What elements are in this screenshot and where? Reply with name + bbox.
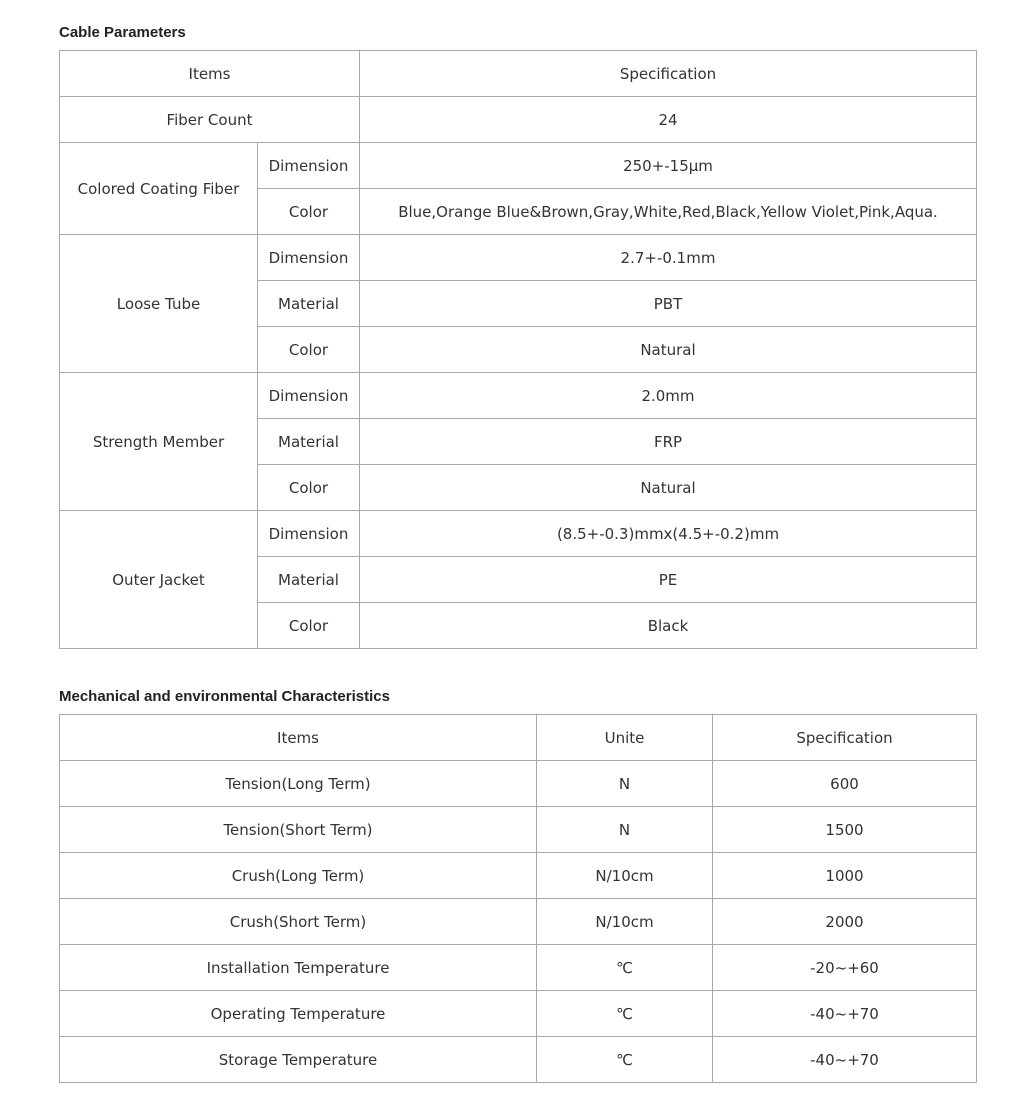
param-label: Color (258, 465, 360, 511)
group-name: Outer Jacket (60, 511, 258, 649)
spec-cell: -40~+70 (713, 1037, 977, 1083)
fiber-count-value: 24 (360, 97, 977, 143)
item-cell: Operating Temperature (60, 991, 537, 1037)
table-row (60, 235, 977, 281)
item-cell: Crush(Short Term) (60, 899, 537, 945)
cable-parameters-table (59, 50, 977, 649)
fiber-count-label: Fiber Count (60, 97, 360, 143)
table-row (60, 143, 977, 189)
param-value: (8.5+-0.3)mmx(4.5+-0.2)mm (360, 511, 977, 557)
spec-cell: -40~+70 (713, 991, 977, 1037)
table-row (60, 991, 977, 1037)
table-header-row (60, 715, 977, 761)
unit-cell: ℃ (537, 991, 713, 1037)
spec-cell: 1500 (713, 807, 977, 853)
header-items: Items (60, 51, 360, 97)
param-value: 250+-15μm (360, 143, 977, 189)
mechanical-table (59, 714, 977, 1083)
header-unite: Unite (537, 715, 713, 761)
spec-cell: 1000 (713, 853, 977, 899)
param-label: Material (258, 281, 360, 327)
param-value: FRP (360, 419, 977, 465)
param-label: Dimension (258, 511, 360, 557)
unit-cell: N/10cm (537, 853, 713, 899)
table-row (60, 511, 977, 557)
param-value: 2.7+-0.1mm (360, 235, 977, 281)
item-cell: Tension(Long Term) (60, 761, 537, 807)
unit-cell: ℃ (537, 1037, 713, 1083)
param-label: Dimension (258, 373, 360, 419)
param-value: Black (360, 603, 977, 649)
param-label: Material (258, 557, 360, 603)
group-name: Loose Tube (60, 235, 258, 373)
param-value: PBT (360, 281, 977, 327)
param-label: Color (258, 189, 360, 235)
param-value: PE (360, 557, 977, 603)
table-row (60, 1037, 977, 1083)
header-items: Items (60, 715, 537, 761)
param-label: Color (258, 603, 360, 649)
mechanical-title: Mechanical and environmental Characteristics (59, 688, 390, 705)
param-value: Natural (360, 327, 977, 373)
item-cell: Crush(Long Term) (60, 853, 537, 899)
group-name: Strength Member (60, 373, 258, 511)
param-label: Material (258, 419, 360, 465)
item-cell: Installation Temperature (60, 945, 537, 991)
group-name: Colored Coating Fiber (60, 143, 258, 235)
table-row (60, 945, 977, 991)
table-row (60, 899, 977, 945)
param-label: Color (258, 327, 360, 373)
item-cell: Storage Temperature (60, 1037, 537, 1083)
spec-cell: -20~+60 (713, 945, 977, 991)
item-cell: Tension(Short Term) (60, 807, 537, 853)
param-value: 2.0mm (360, 373, 977, 419)
table-row (60, 761, 977, 807)
param-label: Dimension (258, 143, 360, 189)
spec-cell: 2000 (713, 899, 977, 945)
table-row (60, 853, 977, 899)
unit-cell: N/10cm (537, 899, 713, 945)
unit-cell: N (537, 807, 713, 853)
header-specification: Specification (360, 51, 977, 97)
unit-cell: ℃ (537, 945, 713, 991)
table-row (60, 373, 977, 419)
param-value: Natural (360, 465, 977, 511)
header-specification: Specification (713, 715, 977, 761)
param-label: Dimension (258, 235, 360, 281)
spec-cell: 600 (713, 761, 977, 807)
table-row (60, 97, 977, 143)
unit-cell: N (537, 761, 713, 807)
param-value: Blue,Orange Blue&Brown,Gray,White,Red,Black,Yellow Violet,Pink,Aqua. (360, 189, 977, 235)
table-header-row (60, 51, 977, 97)
cable-parameters-title: Cable Parameters (59, 24, 186, 41)
table-row (60, 807, 977, 853)
